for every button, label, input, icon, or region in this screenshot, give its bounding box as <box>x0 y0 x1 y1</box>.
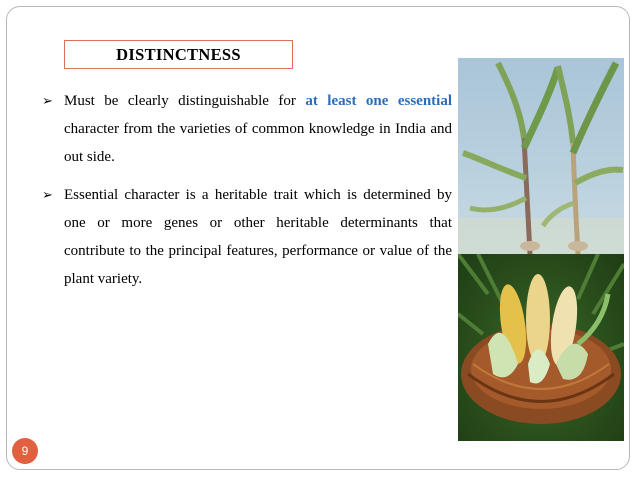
bullet-item-distinguishable <box>42 87 452 171</box>
bullet-text-end: character from the varieties of common knowledge in India and out side. <box>64 121 452 165</box>
arrow-bullet-icon: ➢ <box>42 187 53 202</box>
arrow-bullet-icon: ➢ <box>42 93 53 108</box>
slide-body <box>42 87 452 303</box>
bullet-text: Essential character is a heritable trait which is determined by one or more genes or other heritable determinants that contribute to the principal features, performance or value of the plant variety. <box>64 187 452 287</box>
corn-basket-photo <box>458 254 624 441</box>
maize-seedlings-photo <box>458 58 624 254</box>
page-number-badge: 9 <box>12 438 38 464</box>
bullet-highlight: at least one essential <box>305 93 452 109</box>
bullet-item-essential-character <box>42 181 452 293</box>
slide-title: DISTINCTNESS <box>64 40 293 69</box>
bullet-text-start: Must be clearly distinguishable for <box>64 93 306 109</box>
